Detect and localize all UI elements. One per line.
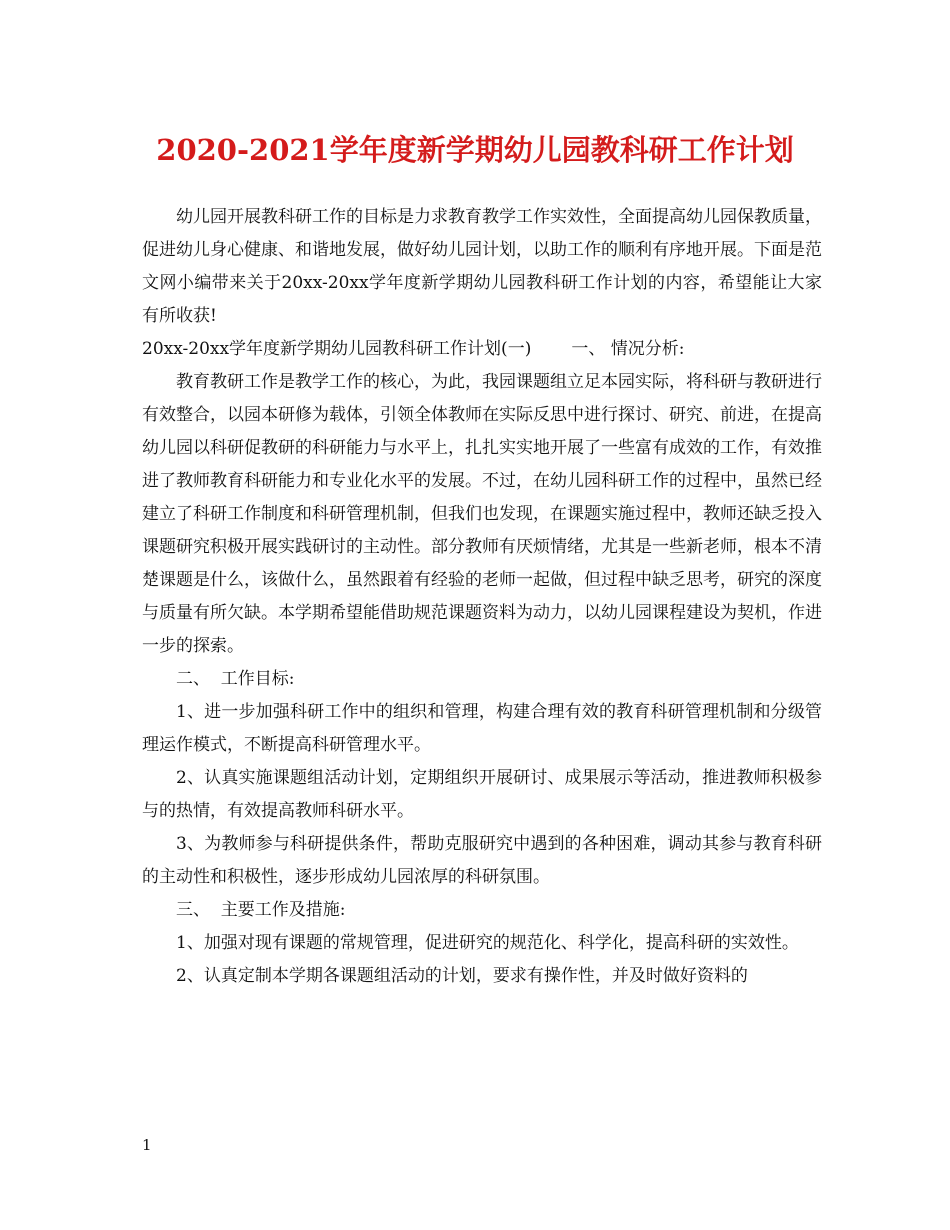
intro-paragraph: 幼儿园开展教科研工作的目标是力求教育教学工作实效性，全面提高幼儿园保教质量，促进幼儿身心健康、和谐地发展，做好幼儿园计划，以助工作的顺利有序地开展。下面是范文网小编带来关于20xx-20xx学年度新学期幼儿园教科研工作计划的内容，希望能让大家有所收获! xyxy=(142,207,822,326)
section1-paragraph: 教育教研工作是教学工作的核心，为此，我园课题组立足本园实际，将科研与教研进行有效整合，以园本研修为载体，引领全体教师在实际反思中进行探讨、研究、前进，在提高幼儿园以科研促教研的科研能力与水平上，扎扎实实地开展了一些富有成效的工作，有效推进了教师教育科研能力和专业化水平的发展。不过，在幼儿园科研工作的过程中，虽然已经建立了科研工作制度和科研管理机制，但我们也发现，在课题实施过程中，教师还缺乏投入课题研究积极开展实践研讨的主动性。部分教师有厌烦情绪，尤其是一些新老师，根本不清楚课题是什么，该做什么，虽然跟着有经验的老师一起做，但过程中缺乏思考，研究的深度与质量有所欠缺。本学期希望能借助规范课题资料为动力，以幼儿园课程建设为契机，作进一步的探索。 xyxy=(142,372,822,656)
subtitle: 20xx-20xx学年度新学期幼儿园教科研工作计划(一) xyxy=(142,339,532,359)
subtitle-line xyxy=(142,333,822,366)
goal-item: 3、为教师参与科研提供条件，帮助克服研究中遇到的各种困难，调动其参与教育科研的主动性和积极性，逐步形成幼儿园浓厚的科研氛围。 xyxy=(142,834,822,887)
section2-heading: 二、 工作目标: xyxy=(176,669,295,689)
goal-item: 2、认真实施课题组活动计划，定期组织开展研讨、成果展示等活动，推进教师积极参与的热情，有效提高教师科研水平。 xyxy=(142,768,822,821)
measure-item: 1、加强对现有课题的常规管理，促进研究的规范化、科学化，提高科研的实效性。 xyxy=(176,933,799,953)
section3-heading: 三、 主要工作及措施: xyxy=(176,900,346,920)
page-number: 1 xyxy=(142,1136,152,1154)
section1-heading: 一、 情况分析: xyxy=(571,339,685,359)
document-body xyxy=(142,201,822,993)
measure-item: 2、认真定制本学期各课题组活动的计划，要求有操作性，并及时做好资料的 xyxy=(176,966,748,986)
goal-item: 1、进一步加强科研工作中的组织和管理，构建合理有效的教育科研管理机制和分级管理运作模式，不断提高科研管理水平。 xyxy=(142,702,822,755)
document-title: 2020-2021学年度新学期幼儿园教科研工作计划 xyxy=(156,133,794,167)
